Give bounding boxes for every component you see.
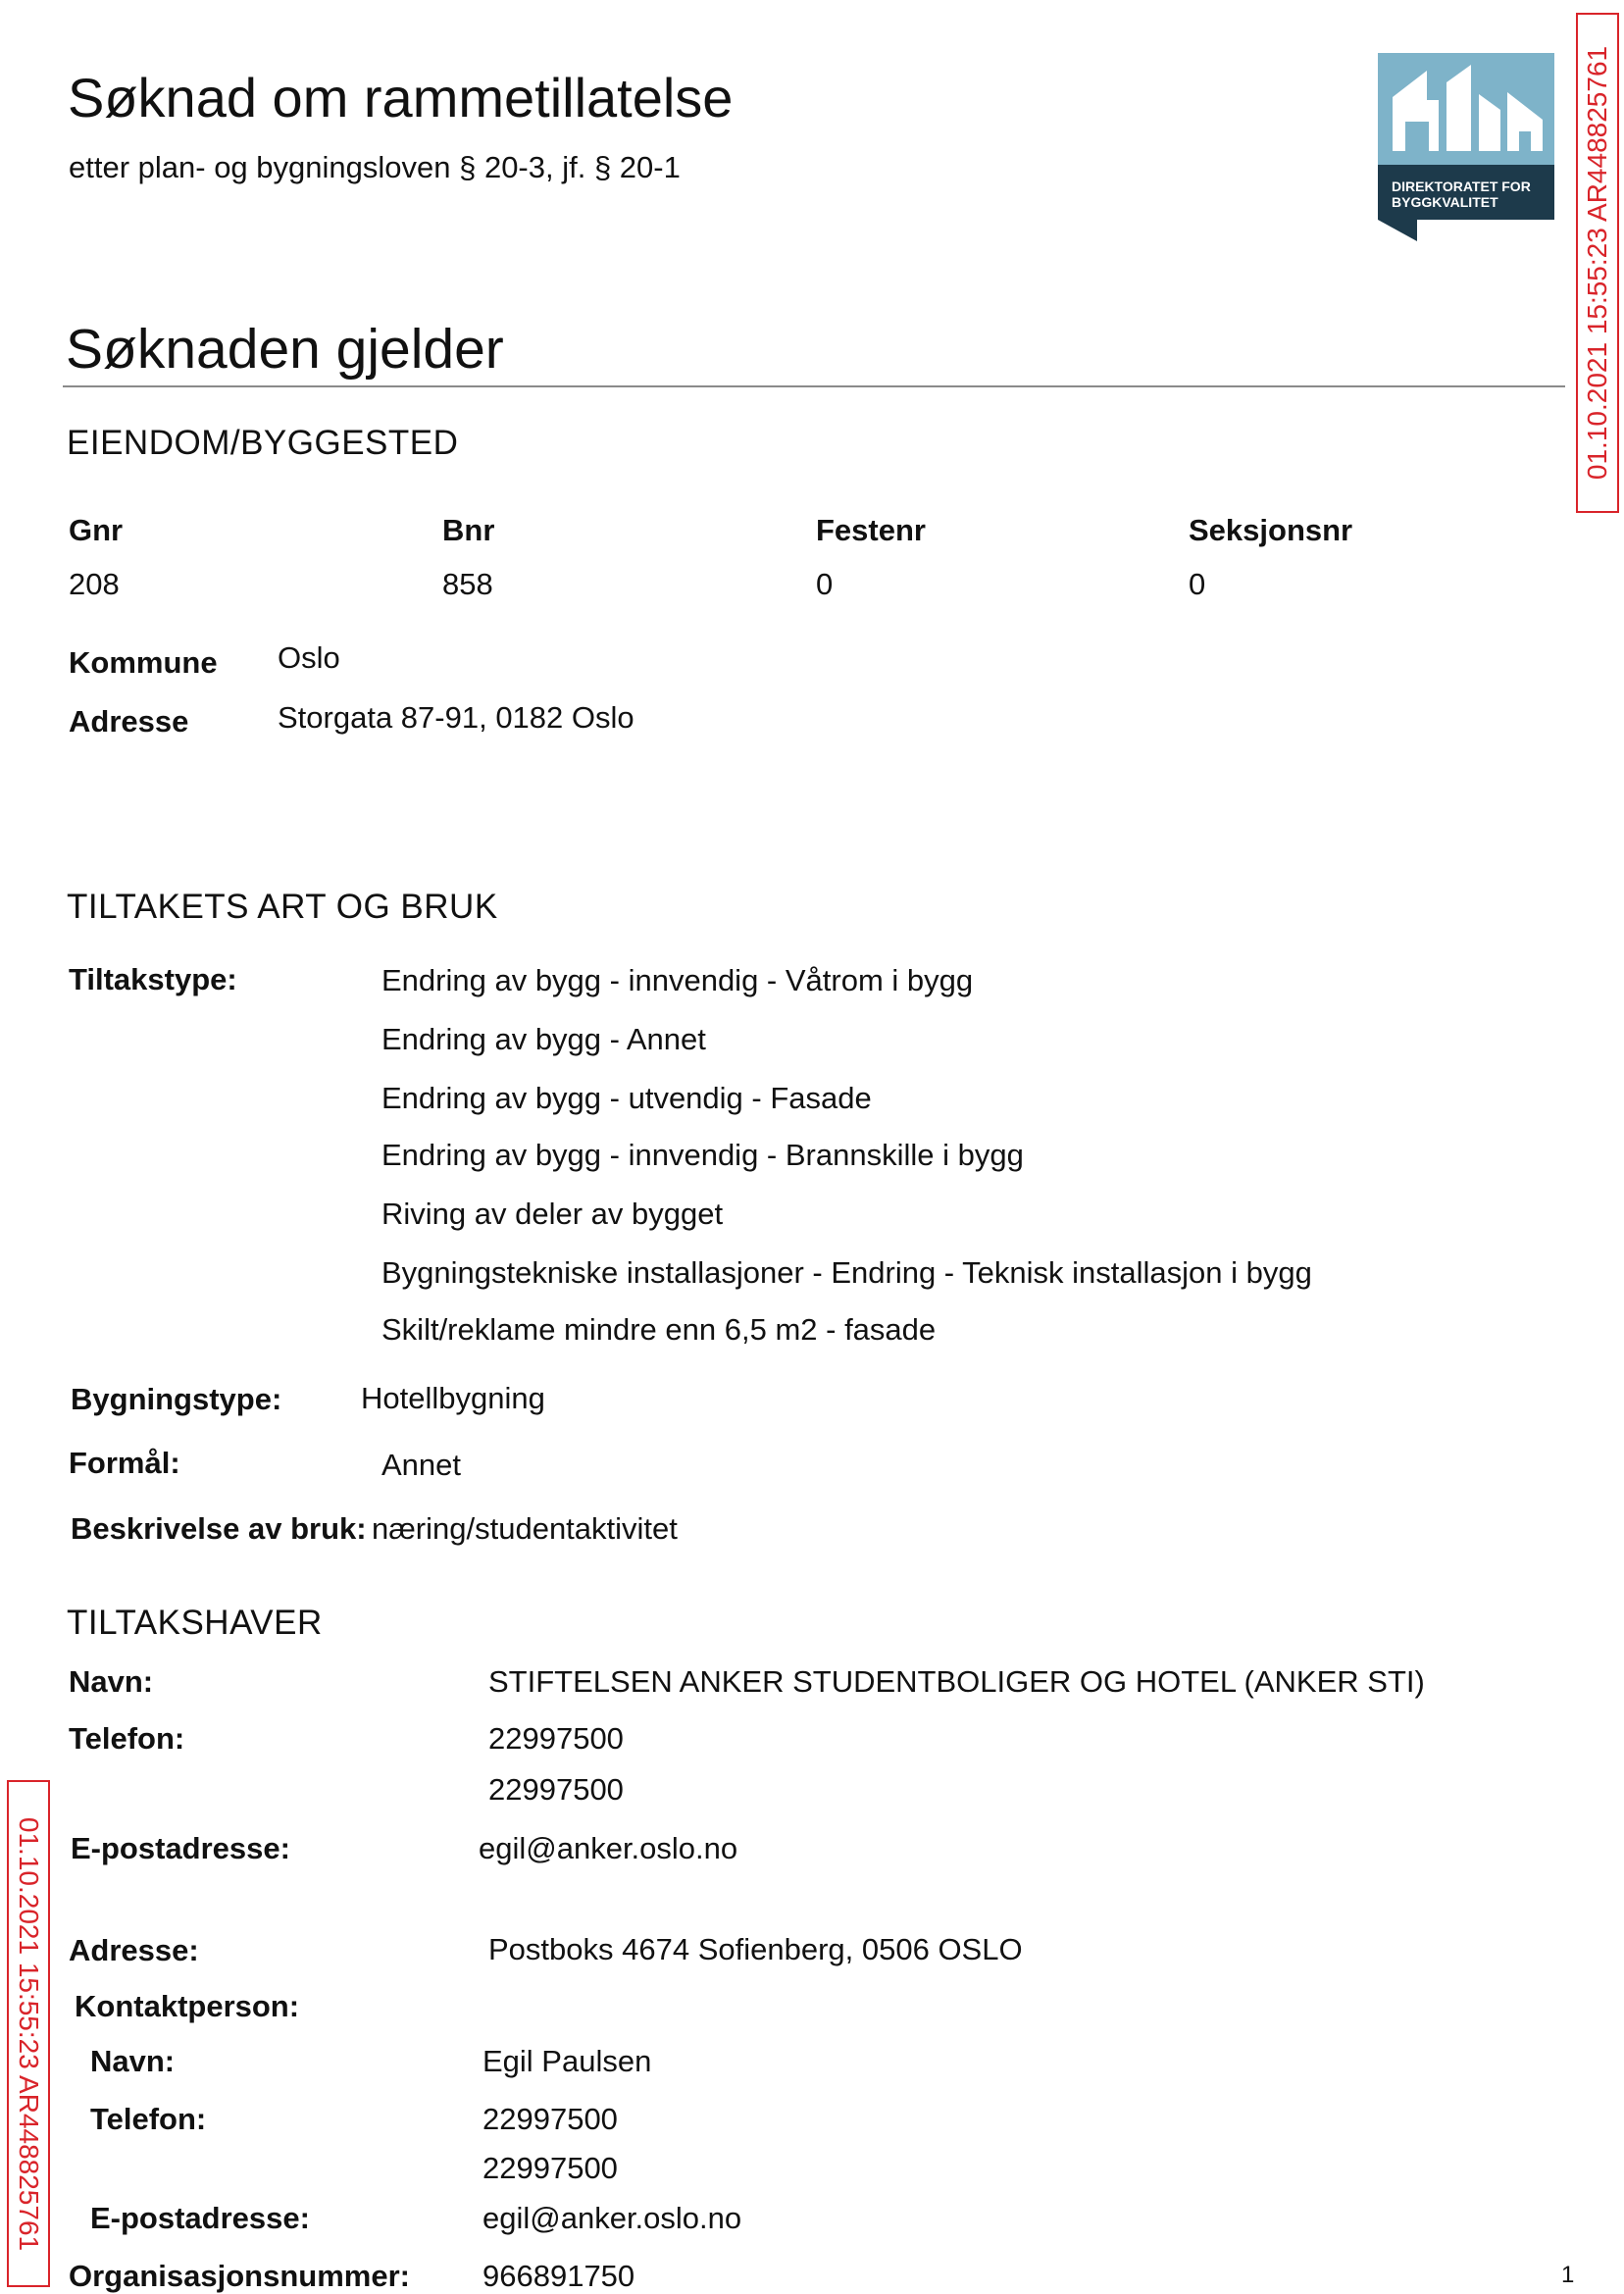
kontakt-epost-value: egil@anker.oslo.no [482,2201,742,2235]
eiendom-heading: EIENDOM/BYGGESTED [67,424,459,462]
kontaktperson-label: Kontaktperson: [75,1989,300,2023]
tiltakstype-item: Bygningstekniske installasjoner - Endring - Teknisk installasjon i bygg [381,1255,1312,1290]
tiltakshaver-adresse-value: Postboks 4674 Sofienberg, 0506 OSLO [488,1932,1023,1966]
tiltakshaver-epost-label: E-postadresse: [71,1831,290,1865]
festenr-value: 0 [816,567,834,601]
tiltakshaver-navn-label: Navn: [69,1664,154,1699]
bygningstype-label: Bygningstype: [71,1382,282,1416]
section-title: Søknaden gjelder [66,318,504,381]
gnr-label: Gnr [69,513,124,547]
bnr-label: Bnr [442,513,495,547]
page-subtitle: etter plan- og bygningsloven § 20-3, jf. § 20-1 [69,150,681,184]
orgnr-label: Organisasjonsnummer: [69,2259,410,2293]
kommune-label: Kommune [69,645,218,680]
registration-stamp: 01.10.2021 15:55:23 AR448825761 [7,1780,50,2287]
tiltakshaver-telefon-value: 22997500 [488,1772,624,1807]
tiltakstype-item: Endring av bygg - Annet [381,1022,706,1056]
page-number: 1 [1561,2262,1575,2288]
adresse-value: Storgata 87-91, 0182 Oslo [278,700,634,735]
bygningstype-value: Hotellbygning [361,1381,545,1415]
kontakt-telefon-label: Telefon: [90,2102,207,2136]
tiltakstype-item: Riving av deler av bygget [381,1197,724,1231]
kontakt-telefon-value: 22997500 [482,2102,618,2136]
tiltakshaver-navn-value: STIFTELSEN ANKER STUDENTBOLIGER OG HOTEL (ANKER STI) [488,1664,1425,1699]
gnr-value: 208 [69,567,120,601]
page-title: Søknad om rammetillatelse [68,67,734,128]
formal-label: Formål: [69,1446,180,1480]
tiltakstype-item: Endring av bygg - innvendig - Våtrom i bygg [381,963,974,997]
kontakt-navn-label: Navn: [90,2044,176,2078]
registration-stamp: 01.10.2021 15:55:23 AR448825761 [1576,13,1619,513]
seksjonsnr-label: Seksjonsnr [1189,513,1353,547]
kontakt-telefon-value: 22997500 [482,2151,618,2185]
dibk-logo [1378,53,1554,241]
tiltak-heading: TILTAKETS ART OG BRUK [67,888,498,926]
festenr-label: Festenr [816,513,926,547]
beskrivelse-value: næring/studentaktivitet [372,1511,678,1546]
kontakt-epost-label: E-postadresse: [90,2201,310,2235]
tiltakstype-item: Endring av bygg - utvendig - Fasade [381,1081,872,1115]
tiltakstype-item: Skilt/reklame mindre enn 6,5 m2 - fasade [381,1312,937,1347]
section-divider [63,385,1565,387]
kommune-value: Oslo [278,640,340,675]
seksjonsnr-value: 0 [1189,567,1206,601]
adresse-label: Adresse [69,704,189,739]
kontakt-navn-value: Egil Paulsen [482,2044,652,2078]
tiltakshaver-telefon-label: Telefon: [69,1721,185,1756]
tiltakstype-label: Tiltakstype: [69,962,237,996]
tiltakshaver-telefon-value: 22997500 [488,1721,624,1756]
tiltakstype-item: Endring av bygg - innvendig - Brannskille i bygg [381,1138,1024,1172]
tiltakshaver-epost-value: egil@anker.oslo.no [479,1831,738,1865]
formal-value: Annet [381,1448,462,1482]
beskrivelse-label: Beskrivelse av bruk: [71,1511,367,1546]
logo-text: DIREKTORATET FOR BYGGKVALITET [1392,178,1531,210]
bnr-value: 858 [442,567,493,601]
tiltakshaver-adresse-label: Adresse: [69,1933,199,1967]
orgnr-value: 966891750 [482,2259,635,2293]
tiltakshaver-heading: TILTAKSHAVER [67,1604,323,1642]
